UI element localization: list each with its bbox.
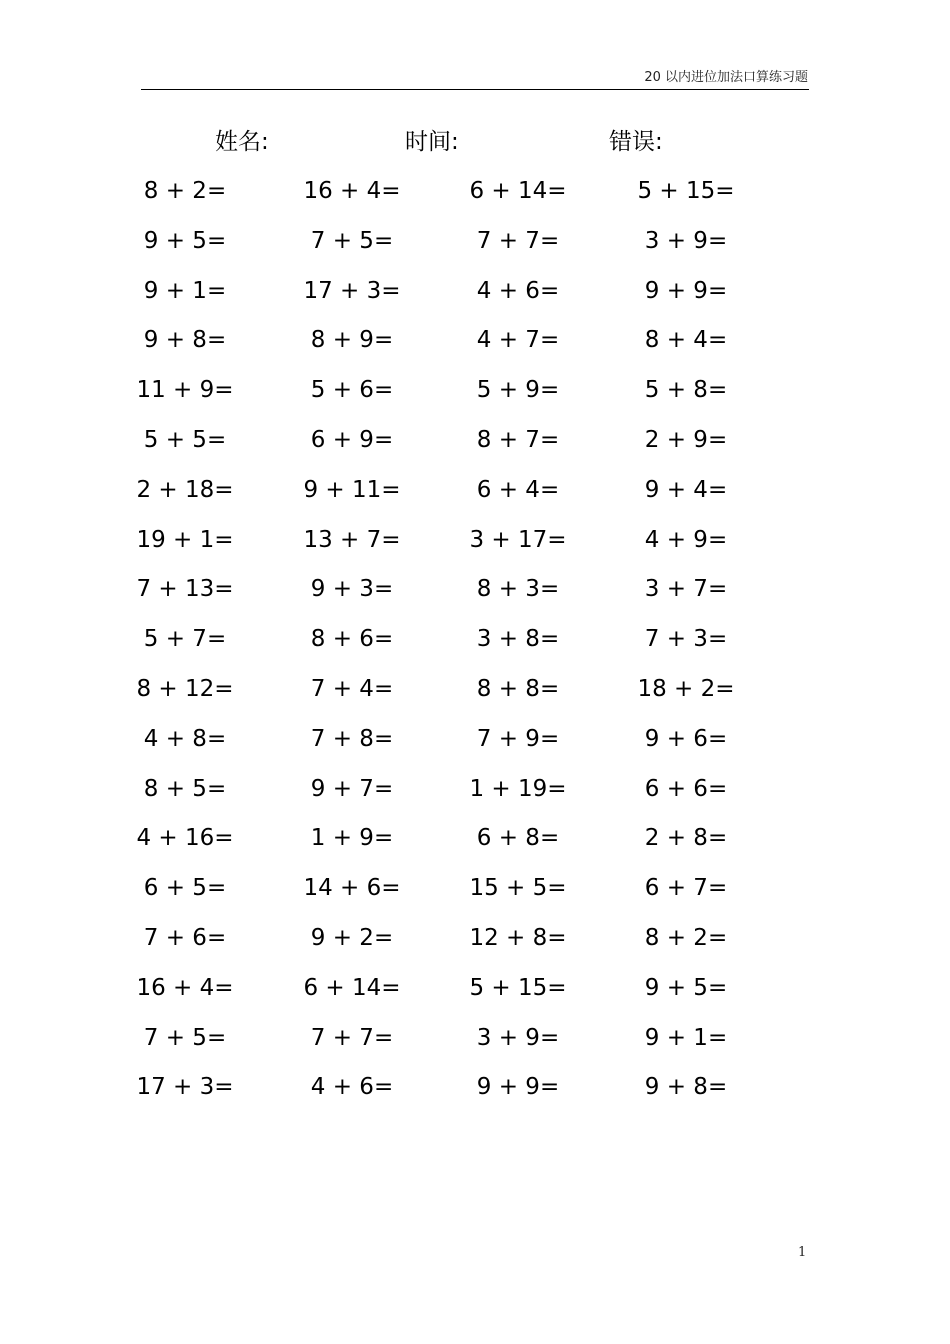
problem-item: 9 + 1=	[143, 278, 227, 304]
problem-item: 8 + 5=	[143, 776, 227, 802]
problem-item: 8 + 6=	[310, 626, 394, 652]
problem-item: 5 + 7=	[143, 626, 227, 652]
problem-item: 6 + 9=	[310, 427, 394, 453]
problem-item: 1 + 9=	[310, 825, 394, 851]
errors-label: 错误:	[609, 129, 663, 155]
problem-item: 7 + 5=	[310, 228, 394, 254]
problem-item: 4 + 6=	[310, 1074, 394, 1100]
problem-item: 5 + 9=	[476, 377, 560, 403]
problem-item: 3 + 17=	[469, 527, 567, 553]
problem-item: 9 + 8=	[644, 1074, 728, 1100]
problem-item: 9 + 8=	[143, 327, 227, 353]
problem-item: 9 + 3=	[310, 576, 394, 602]
problem-item: 1 + 19=	[469, 776, 567, 802]
header-title: 20 以内进位加法口算练习题	[644, 70, 808, 85]
problem-item: 7 + 13=	[136, 576, 234, 602]
problem-item: 7 + 7=	[476, 228, 560, 254]
problem-item: 3 + 7=	[644, 576, 728, 602]
problem-item: 9 + 9=	[644, 278, 728, 304]
problem-item: 4 + 9=	[644, 527, 728, 553]
problem-item: 4 + 16=	[136, 825, 234, 851]
problem-item: 5 + 8=	[644, 377, 728, 403]
problem-item: 5 + 6=	[310, 377, 394, 403]
problem-item: 6 + 14=	[303, 975, 401, 1001]
problem-item: 7 + 5=	[143, 1025, 227, 1051]
problem-item: 15 + 5=	[469, 875, 567, 901]
problem-item: 19 + 1=	[136, 527, 234, 553]
problem-item: 7 + 6=	[143, 925, 227, 951]
problem-item: 6 + 4=	[476, 477, 560, 503]
problem-item: 5 + 15=	[637, 178, 735, 204]
problem-item: 4 + 8=	[143, 726, 227, 752]
problem-item: 7 + 9=	[476, 726, 560, 752]
problem-item: 8 + 12=	[136, 676, 234, 702]
problem-item: 3 + 9=	[476, 1025, 560, 1051]
problem-item: 7 + 3=	[644, 626, 728, 652]
problem-item: 8 + 9=	[310, 327, 394, 353]
problem-item: 5 + 5=	[143, 427, 227, 453]
problem-item: 13 + 7=	[303, 527, 401, 553]
problem-item: 16 + 4=	[136, 975, 234, 1001]
problem-item: 9 + 2=	[310, 925, 394, 951]
problem-item: 6 + 6=	[644, 776, 728, 802]
time-label: 时间:	[405, 129, 459, 155]
problem-item: 4 + 6=	[476, 278, 560, 304]
problem-item: 2 + 8=	[644, 825, 728, 851]
problem-item: 6 + 8=	[476, 825, 560, 851]
problem-item: 2 + 18=	[136, 477, 234, 503]
page-number: 1	[798, 1245, 807, 1260]
problem-item: 9 + 5=	[143, 228, 227, 254]
problem-item: 7 + 4=	[310, 676, 394, 702]
problem-item: 5 + 15=	[469, 975, 567, 1001]
problem-item: 9 + 1=	[644, 1025, 728, 1051]
problem-item: 8 + 7=	[476, 427, 560, 453]
problem-item: 2 + 9=	[644, 427, 728, 453]
problem-item: 7 + 7=	[310, 1025, 394, 1051]
problem-item: 17 + 3=	[303, 278, 401, 304]
problem-item: 12 + 8=	[469, 925, 567, 951]
problem-item: 6 + 5=	[143, 875, 227, 901]
problem-item: 9 + 5=	[644, 975, 728, 1001]
problem-item: 8 + 8=	[476, 676, 560, 702]
problem-item: 14 + 6=	[303, 875, 401, 901]
problem-item: 6 + 14=	[469, 178, 567, 204]
problem-item: 3 + 8=	[476, 626, 560, 652]
problem-item: 7 + 8=	[310, 726, 394, 752]
problem-item: 8 + 4=	[644, 327, 728, 353]
problem-item: 8 + 2=	[644, 925, 728, 951]
problem-item: 18 + 2=	[637, 676, 735, 702]
problem-item: 3 + 9=	[644, 228, 728, 254]
problem-item: 11 + 9=	[136, 377, 234, 403]
problem-item: 9 + 4=	[644, 477, 728, 503]
problem-item: 9 + 9=	[476, 1074, 560, 1100]
name-label: 姓名:	[215, 129, 269, 155]
problem-item: 16 + 4=	[303, 178, 401, 204]
problem-item: 8 + 3=	[476, 576, 560, 602]
problem-item: 9 + 7=	[310, 776, 394, 802]
problem-item: 6 + 7=	[644, 875, 728, 901]
problem-item: 4 + 7=	[476, 327, 560, 353]
problem-item: 9 + 6=	[644, 726, 728, 752]
problem-item: 17 + 3=	[136, 1074, 234, 1100]
problem-item: 9 + 11=	[303, 477, 401, 503]
problem-item: 8 + 2=	[143, 178, 227, 204]
